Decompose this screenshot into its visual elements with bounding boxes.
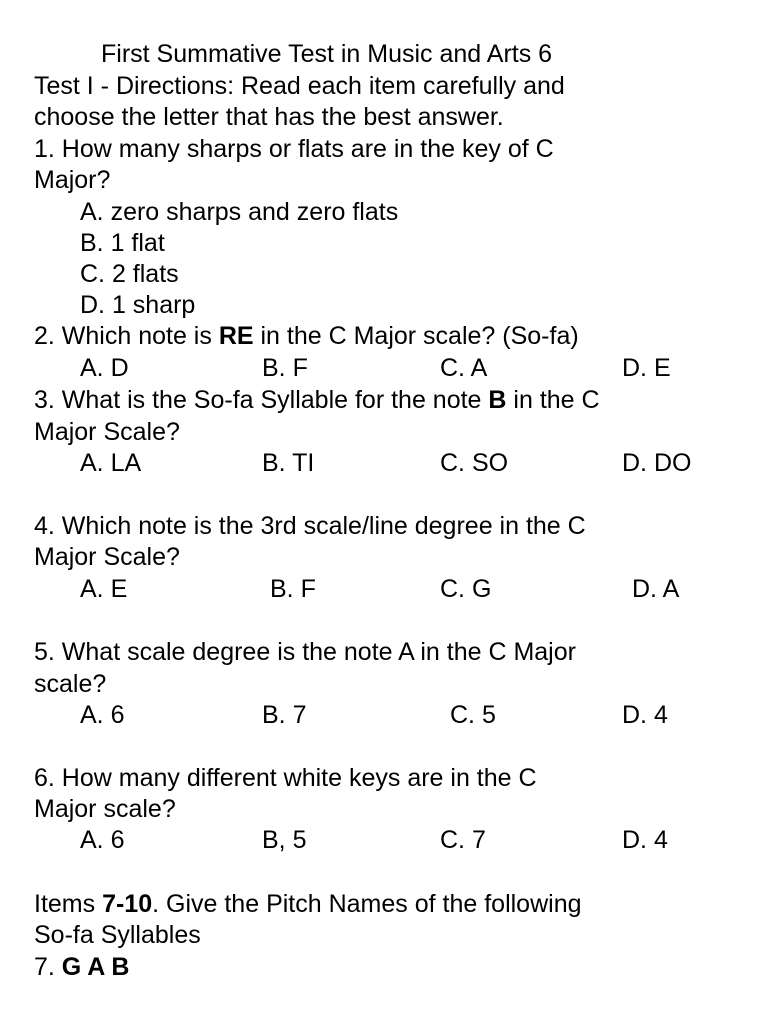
q6-choice-c: C. 7: [440, 826, 486, 854]
q2-choice-c: C. A: [440, 354, 488, 382]
q1-choice-a: A. zero sharps and zero flats: [80, 198, 399, 226]
q1-choice-d: D. 1 sharp: [80, 291, 196, 319]
q3-choice-c: C. SO: [440, 449, 509, 477]
q2-choice-a: A. D: [80, 354, 129, 382]
question-3-text: 3. What is the So-fa Syllable for the note B in the C: [34, 386, 600, 414]
page-title: First Summative Test in Music and Arts 6: [101, 40, 553, 68]
q5-choice-b: B. 7: [262, 701, 307, 729]
directions-line-1: Test I - Directions: Read each item carefully and: [34, 72, 565, 100]
q3-choice-b: B. TI: [262, 449, 315, 477]
question-6-text-cont: Major scale?: [34, 795, 176, 823]
question-6-text: 6. How many different white keys are in the C: [34, 764, 537, 792]
question-3-text-cont: Major Scale?: [34, 418, 180, 446]
question-5-text-cont: scale?: [34, 670, 107, 698]
q3-choice-a: A. LA: [80, 449, 142, 477]
q2-choice-d: D. E: [622, 354, 671, 382]
items-instruction-cont: So-fa Syllables: [34, 921, 201, 949]
question-4-text: 4. Which note is the 3rd scale/line degree in the C: [34, 512, 586, 540]
q4-choice-a: A. E: [80, 575, 128, 603]
question-7-text: 7. G A B: [34, 953, 130, 981]
q6-choice-a: A. 6: [80, 826, 125, 854]
q2-choice-b: B. F: [262, 354, 308, 382]
question-1-text-cont: Major?: [34, 166, 111, 194]
q4-choice-d: D. A: [632, 575, 680, 603]
q1-choice-b: B. 1 flat: [80, 229, 165, 257]
q4-choice-b: B. F: [270, 575, 316, 603]
q6-choice-d: D. 4: [622, 826, 668, 854]
q3-choice-d: D. DO: [622, 449, 692, 477]
items-instruction: Items 7-10. Give the Pitch Names of the following: [34, 890, 582, 918]
q6-choice-b: B, 5: [262, 826, 307, 854]
question-2-text: 2. Which note is RE in the C Major scale? (So-fa): [34, 322, 579, 350]
q5-choice-c: C. 5: [450, 701, 496, 729]
q5-choice-a: A. 6: [80, 701, 125, 729]
q4-choice-c: C. G: [440, 575, 492, 603]
directions-line-2: choose the letter that has the best answer.: [34, 103, 504, 131]
question-1-text: 1. How many sharps or flats are in the key of C: [34, 135, 554, 163]
q5-choice-d: D. 4: [622, 701, 668, 729]
question-4-text-cont: Major Scale?: [34, 543, 180, 571]
question-5-text: 5. What scale degree is the note A in the C Major: [34, 638, 576, 666]
q1-choice-c: C. 2 flats: [80, 260, 179, 288]
